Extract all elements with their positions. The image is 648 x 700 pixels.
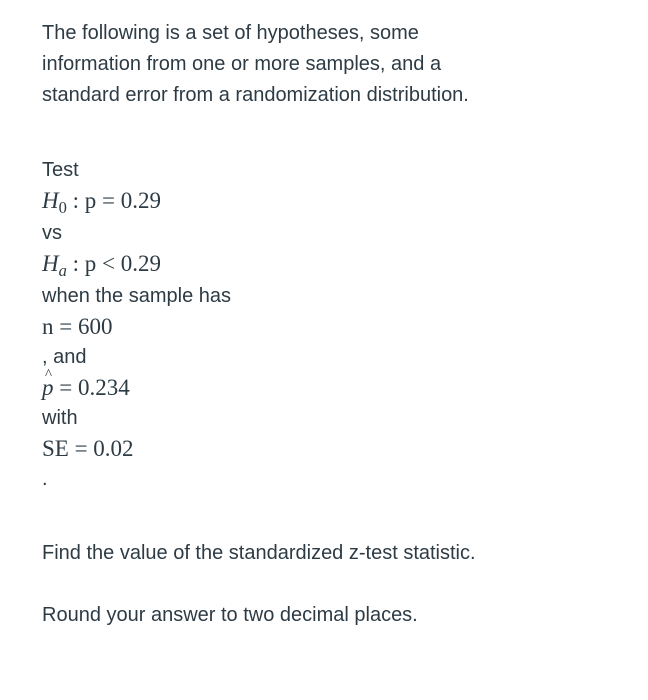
null-hypothesis-subscript: 0: [58, 198, 67, 218]
test-label: Test: [42, 159, 79, 181]
rounding-instruction: Round your answer to two decimal places.: [42, 604, 418, 626]
p-hat-value: = 0.234: [53, 375, 130, 400]
alt-hypothesis-symbol: H: [42, 251, 59, 276]
null-hypothesis-symbol: H: [42, 188, 59, 213]
alt-hypothesis-statement: : p < 0.29: [72, 251, 162, 276]
alternative-hypothesis: [42, 248, 622, 281]
null-hypothesis-statement: : p = 0.29: [72, 188, 162, 213]
and-label: , and: [42, 346, 87, 368]
null-hypothesis: [42, 185, 622, 218]
sample-size: n = 600: [42, 314, 113, 339]
intro-text: The following is a set of hypotheses, some information from one or more samples, and a standard error from a randomization distribution.: [42, 22, 469, 106]
p-hat-symbol: ^ p: [42, 372, 54, 403]
trailing-period: .: [42, 468, 48, 490]
sample-proportion: [42, 372, 622, 403]
question-text: Find the value of the standardized z-test statistic.: [42, 542, 476, 564]
question-content: [42, 18, 622, 630]
alt-hypothesis-subscript: a: [58, 261, 67, 281]
vs-label: vs: [42, 222, 62, 244]
with-label: with: [42, 407, 78, 429]
sample-has-label: when the sample has: [42, 285, 232, 307]
standard-error: SE = 0.02: [42, 436, 134, 461]
